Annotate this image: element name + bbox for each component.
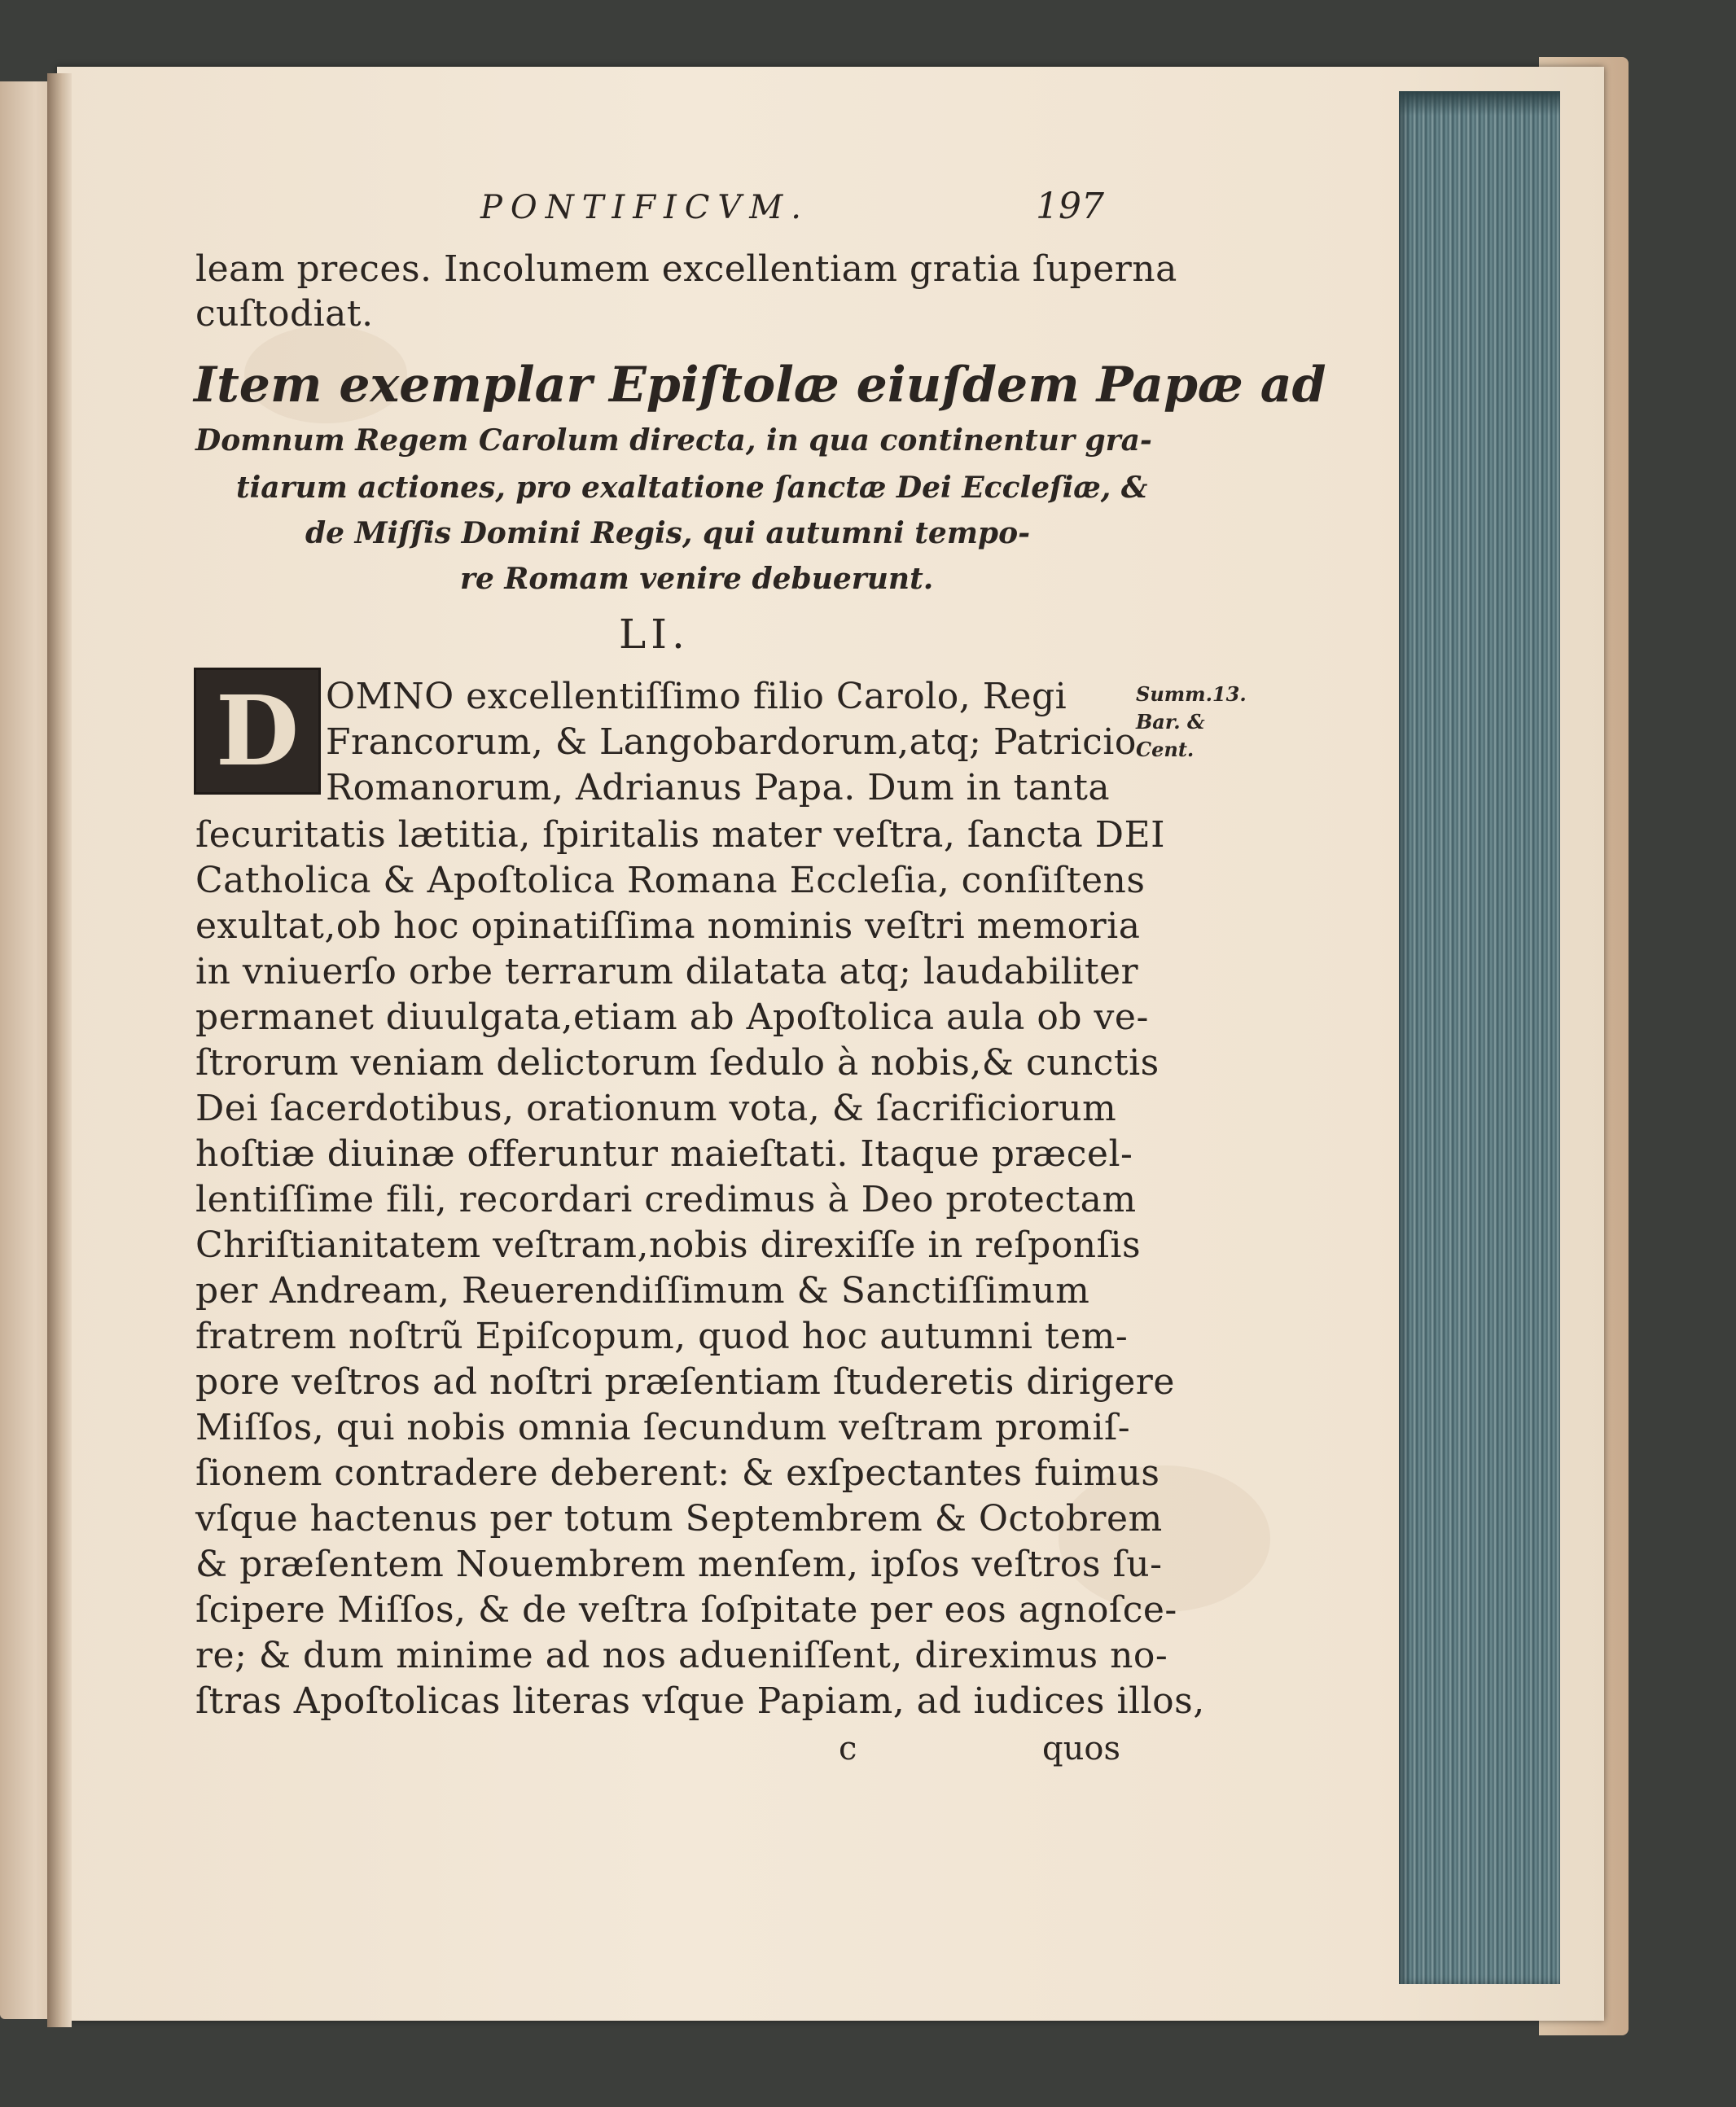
chapter-number: LI. [619,611,690,658]
body-line: ſecuritatis lætitia, ſpiritalis mater veſtra, ſancta DEI [195,814,1166,856]
heading-line: Item exemplar Epiſtolæ eiuſdem Papæ ad [194,357,1326,414]
page-fore-edge [1399,91,1560,1984]
body-line: OMNO excellentiſſimo filio Carolo, Regi [326,676,1067,717]
body-line: & præſentem Nouembrem menſem, ipſos veſtros ſu- [195,1544,1163,1585]
heading-line: tiarum actiones, pro exaltatione ſanctæ Dei Eccleſiæ, & [236,471,1148,505]
body-line: Romanorum, Adrianus Papa. Dum in tanta [326,767,1111,808]
body-line: Dei ſacerdotibus, orationum vota, & ſacrificiorum [195,1088,1117,1129]
body-line: in vniuerſo orbe terrarum dilatata atq; laudabiliter [195,951,1139,992]
body-line: Francorum, & Langobardorum,atq; Patricio [326,721,1137,763]
fore-edge-shadow [1399,91,1560,116]
heading-line: Domnum Regem Carolum directa, in qua continentur gra- [195,423,1152,458]
continuation-line: leam preces. Incolumem excellentiam gratia ſuperna [195,248,1177,290]
continuation-line: cuſtodiat. [195,293,374,335]
body-line: vſque hactenus per totum Septembrem & Octobrem [195,1498,1163,1540]
body-line: lentiſſime fili, recordari credimus à Deo protectam [195,1179,1137,1220]
decorated-initial [194,668,321,795]
running-head: PONTIFICVM. [480,189,809,226]
body-line: permanet diuulgata,etiam ab Apoſtolica aula ob ve- [195,997,1149,1038]
body-line: pore veſtros ad noſtri præſentiam ſtuderetis dirigere [195,1361,1175,1403]
body-line: ſtrorum veniam delictorum ſedulo à nobis,& cunctis [195,1042,1160,1084]
body-line: Chriſtianitatem veſtram,nobis direxiſſe in reſponſis [195,1224,1142,1266]
body-line: fratrem noſtrũ Epiſcopum, quod hoc autumni tem- [195,1316,1129,1357]
gutter-shadow [47,73,72,2027]
body-line: ſionem contradere deberent: & exſpectantes fuimus [195,1452,1160,1494]
margin-note: Summ.13. [1136,682,1247,706]
page-number: 197 [1036,186,1104,227]
body-line: hoſtiæ diuinæ offeruntur maieſtati. Itaque præcel- [195,1133,1133,1175]
catchword: quos [1042,1730,1120,1768]
margin-note: Bar. & [1136,710,1205,734]
body-line: exultat,ob hoc opinatiſſima nominis veſtri memoria [195,905,1141,947]
margin-note: Cent. [1136,738,1195,761]
heading-line: re Romam venire debuerunt. [460,562,934,596]
body-line: per Andream, Reuerendiſſimum & Sanctiſſimum [195,1270,1090,1312]
heading-line: de Miſſis Domini Regis, qui autumni tempo- [305,516,1031,550]
body-line: Miſſos, qui nobis omnia ſecundum veſtram promiſ- [195,1407,1131,1448]
body-line: ſtras Apoſtolicas literas vſque Papiam, ad iudices illos, [195,1680,1205,1722]
body-line: Catholica & Apoſtolica Romana Eccleſia, conſiſtens [195,860,1146,901]
signature-mark: c [839,1730,857,1768]
body-line: ſcipere Miſſos, & de veſtra ſoſpitate per eos agnoſce- [195,1589,1177,1631]
initial-letter: D [215,674,300,787]
body-line: re; & dum minime ad nos adueniſſent, direximus no- [195,1635,1168,1676]
